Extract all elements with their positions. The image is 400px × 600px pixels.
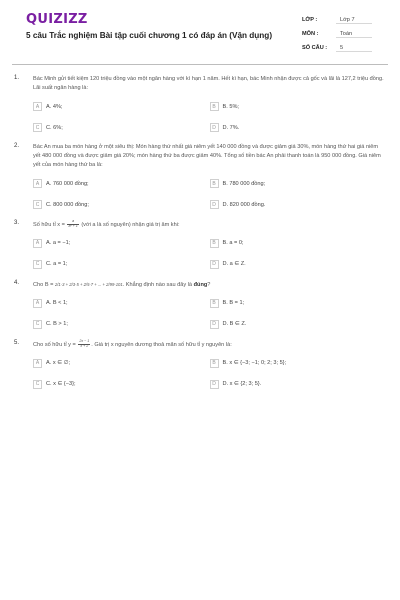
- option-letter: D: [210, 200, 219, 209]
- question-2: [14, 143, 386, 210]
- option-text: B. B = 1;: [222, 300, 245, 307]
- option-b[interactable]: [210, 101, 387, 112]
- count-label: SỐ CÂU :: [302, 45, 328, 51]
- option-letter: A: [33, 179, 42, 188]
- question-text-before: Số hữu tỉ x =: [33, 221, 65, 228]
- option-c[interactable]: [33, 199, 210, 210]
- option-c[interactable]: [33, 379, 210, 390]
- option-text: A. 4%;: [46, 103, 63, 110]
- option-text: C. x ∈ {−3};: [46, 381, 76, 388]
- option-text: A. a = −1;: [46, 240, 71, 247]
- option-letter: C: [33, 123, 42, 132]
- question-text-after: (với a là số nguyên) nhận giá trị âm khi:: [81, 221, 180, 228]
- fraction-numerator: 2x − 1: [79, 338, 90, 343]
- option-list: [33, 178, 386, 210]
- option-letter: D: [210, 320, 219, 329]
- option-list: [33, 238, 386, 270]
- option-text: C. 800 000 đồng;: [46, 201, 89, 208]
- question-text: [33, 220, 386, 230]
- header: [12, 0, 388, 64]
- option-letter: A: [33, 102, 42, 111]
- option-b[interactable]: [210, 358, 387, 369]
- meta-info: [302, 13, 372, 55]
- option-text: D. 820 000 đồng.: [222, 201, 266, 208]
- option-text: D. B ∈ Z.: [222, 321, 247, 328]
- option-letter: C: [33, 320, 42, 329]
- option-list: [33, 358, 386, 390]
- question-text: Bác Minh gửi tiết kiệm 120 triệu đồng vào một ngân hàng với kì hạn 1 năm. Hết kì hạn, bác Minh nhận được cả gốc và lãi là 127,2 triệu đồng. Lãi suất ngân hàng là:: [33, 76, 384, 91]
- option-text: C. 6%;: [46, 124, 63, 131]
- question-text-end: ?: [207, 281, 211, 288]
- option-text: C. B > 1;: [46, 321, 68, 328]
- fraction: [78, 340, 90, 349]
- option-c[interactable]: [33, 259, 210, 270]
- option-d[interactable]: [210, 122, 387, 133]
- question-text-before: Cho số hữu tỉ y =: [33, 341, 76, 348]
- option-text: A. B < 1;: [46, 300, 68, 307]
- option-letter: A: [33, 359, 42, 368]
- class-value: Lớp 7: [336, 17, 372, 24]
- question-number: 5.: [14, 339, 20, 346]
- question-text: Bác An mua ba món hàng ở một siêu thị: Món hàng thứ nhất giá niêm yết 140 000 đồng và được giảm giá 30%, món hàng thứ hai giá niêm yết 480 000 đồng và được giảm giá 20%; món hàng thứ ba được giảm 40%. Tổng số tiền bác An phải thanh toán là 950 000 đồng. Giá niêm yết của món hàng thứ ba là:: [33, 144, 381, 168]
- question-number: 3.: [14, 220, 20, 226]
- count-row: [302, 41, 372, 55]
- option-a[interactable]: [33, 101, 210, 112]
- option-a[interactable]: [33, 358, 210, 369]
- option-text: A. 760 000 đồng;: [46, 180, 89, 187]
- header-divider: [12, 64, 388, 65]
- option-letter: D: [210, 380, 219, 389]
- option-b[interactable]: [210, 238, 387, 249]
- option-text: B. a = 0;: [222, 240, 244, 247]
- option-b[interactable]: [210, 178, 387, 189]
- question-text-after: . Giá trị x nguyên dương thoả mãn số hữu tỉ y nguyên là:: [91, 341, 232, 348]
- fraction-denominator: x + 2: [80, 343, 89, 348]
- option-a[interactable]: [33, 298, 210, 309]
- option-letter: B: [210, 179, 219, 188]
- option-letter: B: [210, 102, 219, 111]
- option-letter: C: [33, 200, 42, 209]
- option-letter: B: [210, 239, 219, 248]
- question-number: 2.: [14, 143, 20, 149]
- option-letter: D: [210, 123, 219, 132]
- option-letter: B: [210, 299, 219, 308]
- subject-label: MÔN :: [302, 31, 319, 37]
- option-text: C. a = 1;: [46, 261, 68, 268]
- count-value: 5: [336, 45, 372, 52]
- question-1: [14, 75, 386, 133]
- option-text: A. x ∈ ∅;: [46, 360, 71, 367]
- option-d[interactable]: [210, 319, 387, 330]
- option-d[interactable]: [210, 259, 387, 270]
- option-letter: C: [33, 380, 42, 389]
- option-text: B. 5%;: [222, 103, 239, 110]
- question-number: 4.: [14, 279, 20, 286]
- option-d[interactable]: [210, 379, 387, 390]
- option-letter: A: [33, 299, 42, 308]
- question-4: [14, 280, 386, 330]
- option-a[interactable]: [33, 178, 210, 189]
- option-text: D. x ∈ {2; 3; 5}.: [222, 381, 262, 388]
- question-5: [14, 340, 386, 390]
- option-text: D. a ∈ Z.: [222, 261, 246, 268]
- question-3: [14, 220, 386, 270]
- option-b[interactable]: [210, 298, 387, 309]
- option-list: [33, 101, 386, 133]
- subject-row: [302, 27, 372, 41]
- option-letter: B: [210, 359, 219, 368]
- option-d[interactable]: [210, 199, 387, 210]
- emphasis-text: đúng: [193, 281, 208, 288]
- fraction-denominator: a² + 1: [68, 223, 78, 228]
- question-text-before: Cho B =: [33, 281, 54, 288]
- math-expression: 2/1·3 + 2/3·5 + 2/5·7 + ... + 2/99·101: [54, 281, 123, 287]
- page-title: 5 câu Trắc nghiệm Bài tập cuối chương 1 có đáp án (Vận dụng): [26, 31, 273, 40]
- fraction-numerator: a: [67, 220, 78, 225]
- subject-value: Toán: [336, 31, 372, 38]
- option-text: D. 7%.: [222, 124, 240, 131]
- option-c[interactable]: [33, 122, 210, 133]
- option-letter: C: [33, 260, 42, 269]
- question-list: [0, 75, 400, 400]
- question-text: [33, 280, 386, 290]
- class-label: LỚP :: [302, 17, 318, 23]
- option-a[interactable]: [33, 238, 210, 249]
- class-row: [302, 13, 372, 27]
- quizizz-logo: QUIZIZZ: [26, 12, 88, 27]
- option-c[interactable]: [33, 319, 210, 330]
- option-list: [33, 298, 386, 330]
- option-text: B. 780 000 đồng;: [222, 180, 266, 187]
- question-number: 1.: [14, 75, 20, 81]
- question-text: [33, 340, 386, 350]
- question-text-after: . Khẳng định nào sau đây là: [122, 281, 193, 288]
- option-letter: D: [210, 260, 219, 269]
- fraction: [67, 220, 78, 229]
- option-text: B. x ∈ {−3; −1; 0; 2; 3; 5};: [222, 360, 287, 367]
- option-letter: A: [33, 239, 42, 248]
